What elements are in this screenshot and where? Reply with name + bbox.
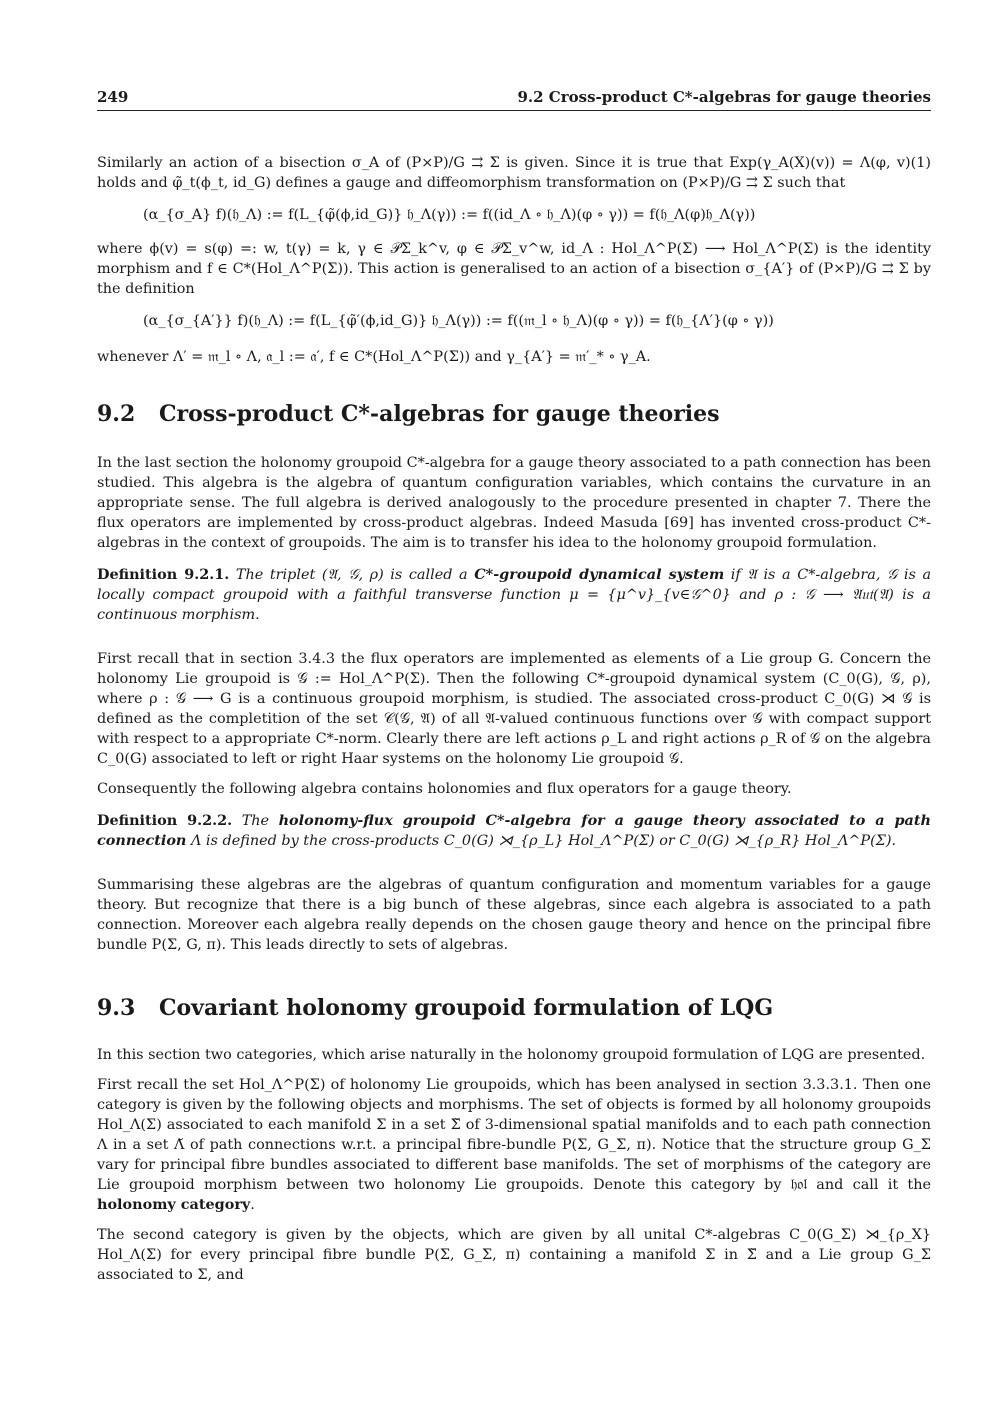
section-heading-9-2: [97, 401, 931, 427]
intro-paragraph-2: where ϕ(v) = s(φ) =: w, t(γ) = k, γ ∈ 𝒫Σ_k^v, φ ∈ 𝒫Σ_v^w, id_Λ : Hol_Λ^P(Σ) ⟶ Hol_Λ^P(Σ) is the identity morphism and f ∈ C*(Hol_Λ^P(Σ)). This action is generalised to an action of a bisection σ_{A′} of (P×P)/G ⇉ Σ by the definition: [97, 241, 931, 297]
section-9-2-paragraph-4: Summarising these algebras are the algebras of quantum configuration and momentum variables for a gauge theory. But recognize that there is a big bunch of these algebras, since each algebra is associated to a path connection. Moreover each algebra really depends on the chosen gauge theory and hence on the principal fibre bundle P(Σ, G, π). This leads directly to sets of algebras.: [97, 877, 931, 953]
page-number: 249: [97, 88, 129, 106]
section-9-3-paragraph-2: [97, 1075, 931, 1215]
section-number: 9.3: [97, 995, 136, 1021]
definition-text-a: The triplet (𝔄, 𝒢, ρ) is called a: [235, 567, 475, 583]
intro-paragraph-1: Similarly an action of a bisection σ_A of (P×P)/G ⇉ Σ is given. Since it is true that Exp(γ_A(X)(v)) = Λ(φ, v)(1) holds and φ̃_t(ϕ_t, id_G) defines a gauge and diffeomorphism transformation on (P×P)/G ⇉ Σ such that: [97, 155, 931, 191]
running-header: [97, 88, 931, 111]
section-heading-9-3: [97, 995, 931, 1021]
section-9-3-paragraph-1: In this section two categories, which arise naturally in the holonomy groupoid formulation of LQG are presented.: [97, 1047, 926, 1063]
paragraph-text-b: .: [250, 1197, 255, 1213]
section-9-3-paragraph-3: The second category is given by the objects, which are given by all unital C*-algebras C_0(G_Σ) ⋊_{ρ_X} Hol_Λ(Σ) for every principal fibre bundle P(Σ, G_Σ, π) containing a manifold Σ in Σ̆ and a Lie group G_Σ associated to Σ, and: [97, 1227, 931, 1283]
section-9-2-paragraph-2: First recall that in section 3.4.3 the flux operators are implemented as elements of a Lie group G. Concern the holonomy Lie groupoid is 𝒢 := Hol_Λ^P(Σ). Then the following C*-groupoid dynamical system (C_0(G), 𝒢, ρ), where ρ : 𝒢 ⟶ G is a continuous groupoid morphism, is studied. The associated cross-product C_0(G) ⋊ 𝒢 is defined as the completition of the set 𝒞(𝒢, 𝔄) of all 𝔄-valued continuous functions over 𝒢 with compact support with respect to a appropriate C*-norm. Clearly there are left actions ρ_L and right actions ρ_R of 𝒢 on the algebra C_0(G) associated to left or right Haar systems on the holonomy Lie groupoid 𝒢.: [97, 651, 931, 767]
page: [97, 88, 931, 1285]
definition-text-b: Λ is defined by the cross-products C_0(G) ⋊_{ρ_L} Hol_Λ^P(Σ) or C_0(G) ⋊_{ρ_R} Hol_Λ^P(Σ).: [186, 833, 897, 849]
section-9-2-paragraph-1: In the last section the holonomy groupoid C*-algebra for a gauge theory associated to a path connection has been studied. This algebra is the algebra of quantum configuration variables, which contains the curvature in an appropriate sense. The full algebra is derived analogously to the procedure presented in chapter 7. There the flux operators are implemented by cross-product algebras. Indeed Masuda [69] has invented cross-product C*-algebras in the context of groupoids. The aim is to transfer his idea to the holonomy groupoid formulation.: [97, 455, 931, 551]
definition-9-2-1: [97, 565, 931, 625]
equation-2: (α_{σ_{A′}} f)(𝔥_Λ) := f(L_{φ̃′(ϕ,id_G)} 𝔥_Λ(γ)) := f((𝔪_l ∘ 𝔥_Λ)(φ ∘ γ)) = f(𝔥_{Λ′}(φ ∘ γ)): [143, 313, 774, 329]
running-title: 9.2 Cross-product C*-algebras for gauge theories: [517, 88, 931, 106]
definition-term: holonomy-flux groupoid C*-algebra for a gauge theory associated to a path connection: [97, 812, 931, 849]
section-number: 9.2: [97, 401, 136, 427]
section-9-2-paragraph-3: Consequently the following algebra contains holonomies and flux operators for a gauge theory.: [97, 781, 792, 797]
definition-label: Definition 9.2.2.: [97, 812, 233, 829]
section-title: Covariant holonomy groupoid formulation of LQG: [159, 995, 774, 1021]
definition-text-b: if 𝔄 is a C*-algebra, 𝒢 is a locally compact groupoid with a faithful transverse function μ = {μ^v}_{v∈𝒢^0} and ρ : 𝒢 ⟶ 𝔄𝔲𝔱(𝔄) is a continuous morphism.: [97, 567, 932, 623]
definition-text-a: The: [241, 813, 279, 829]
section-title: Cross-product C*-algebras for gauge theories: [159, 401, 720, 427]
definition-label: Definition 9.2.1.: [97, 566, 230, 583]
definition-term: C*-groupoid dynamical system: [474, 566, 725, 583]
intro-paragraph-3: whenever Λ′ = 𝔪_l ∘ Λ, 𝔞_l := 𝔞′, f ∈ C*(Hol_Λ^P(Σ)) and γ_{A′} = 𝔪′_* ∘ γ_A.: [97, 349, 651, 365]
definition-9-2-2: [97, 811, 931, 851]
equation-1: (α_{σ_A} f)(𝔥_Λ) := f(L_{φ̃(ϕ,id_G)} 𝔥_Λ(γ)) := f((id_Λ ∘ 𝔥_Λ)(φ ∘ γ)) = f(𝔥_Λ(φ)𝔥_Λ(γ)): [143, 207, 756, 223]
paragraph-term: holonomy category: [97, 1196, 251, 1213]
paragraph-text-a: First recall the set Hol_Λ^P(Σ) of holonomy Lie groupoids, which has been analysed in section 3.3.3.1. Then one category is given by the following objects and morphisms. The set of objects is formed by all holonomy groupoids Hol_Λ(Σ) associated to each manifold Σ in a set Σ̆ of 3-dimensional spatial manifolds and to each path connection Λ in a set Λ̆ of path connections w.r.t. a principal fibre-bundle P(Σ, G_Σ, π). Notice that the structure group G_Σ vary for principal fibre bundles associated to different base manifolds. The set of morphisms of the category are Lie groupoid morphism between two holonomy Lie groupoids. Denote this category by 𝔥𝔬𝔩 and call it the: [97, 1077, 931, 1193]
